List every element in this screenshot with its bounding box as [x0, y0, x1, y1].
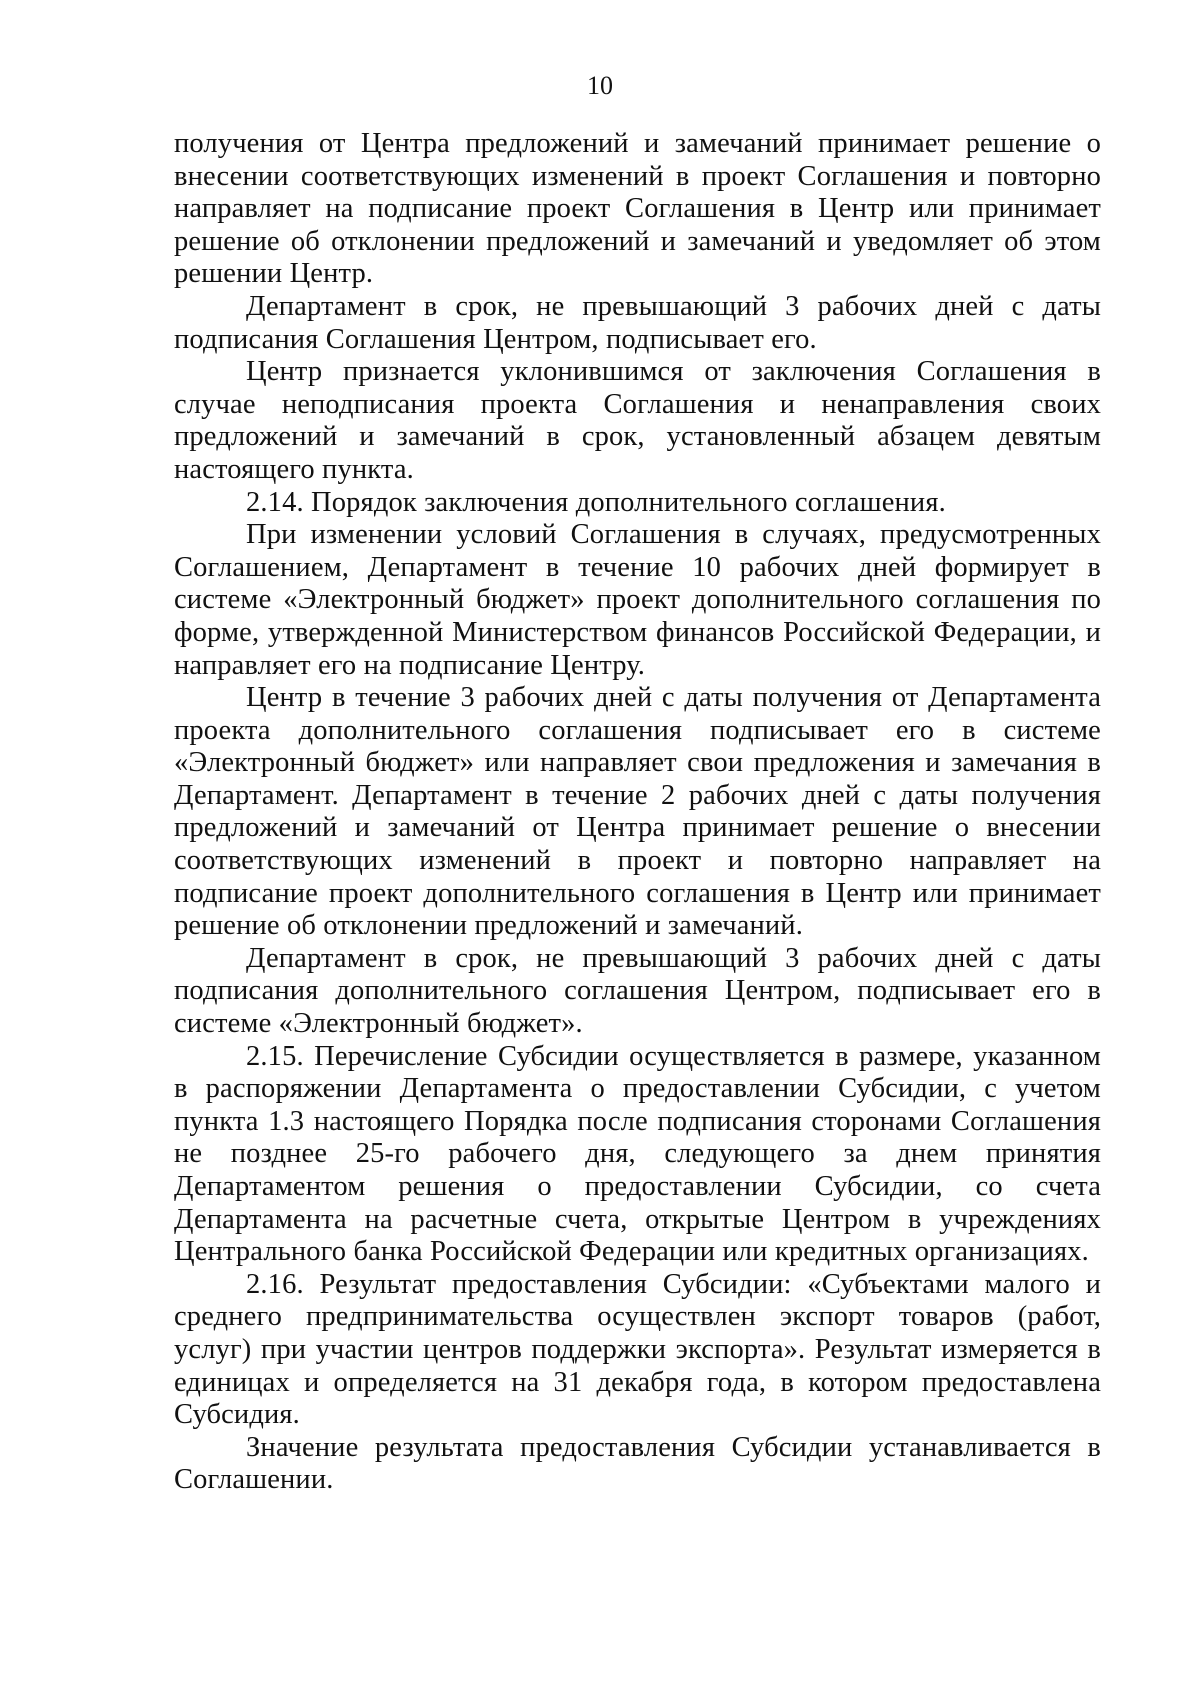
- paragraph: При изменении условий Соглашения в случаях, предусмотренных Соглашением, Департамент в течение 10 рабочих дней формирует в системе «Электронный бюджет» проект дополнительного соглашения по форме, утвержденной Министерством финансов Российской Федерации, и направляет его на подписание Центру.: [174, 519, 1101, 681]
- section-2-15: 2.15. Перечисление Субсидии осуществляется в размере, указанном в распоряжении Департамента о предоставлении Субсидии, с учетом пункта 1.3 настоящего Порядка после подписания сторонами Соглашения не позднее 25-го рабочего дня, следующего за днем принятия Департаментом решения о предоставлении Субсидии, со счета Департамента на расчетные счета, открытые Центром в учреждениях Центрального банка Российской Федерации или кредитных организациях.: [174, 1040, 1101, 1268]
- paragraph: Значение результата предоставления Субсидии устанавливается в Соглашении.: [174, 1431, 1101, 1496]
- paragraph: Департамент в срок, не превышающий 3 рабочих дней с даты подписания дополнительного соглашения Центром, подписывает его в системе «Электронный бюджет».: [174, 942, 1101, 1040]
- paragraph: Департамент в срок, не превышающий 3 рабочих дней с даты подписания Соглашения Центром, подписывает его.: [174, 290, 1101, 355]
- section-2-16: 2.16. Результат предоставления Субсидии: «Субъектами малого и среднего предпринимательства осуществлен экспорт товаров (работ, услуг) при участии центров поддержки экспорта». Результат измеряется в единицах и определяется на 31 декабря года, в котором предоставлена Субсидия.: [174, 1268, 1101, 1431]
- paragraph: Центр в течение 3 рабочих дней с даты получения от Департамента проекта дополнительного соглашения подписывает его в системе «Электронный бюджет» или направляет свои предложения и замечания в Департамент. Департамент в течение 2 рабочих дней с даты получения предложений и замечаний от Центра принимает решение о внесении соответствующих изменений в проект и повторно направляет на подписание проект дополнительного соглашения в Центр или принимает решение об отклонении предложений и замечаний.: [174, 682, 1101, 942]
- paragraph: получения от Центра предложений и замечаний принимает решение о внесении соответствующих изменений в проект Соглашения и повторно направляет на подписание проект Соглашения в Центр или принимает решение об отклонении предложений и замечаний и уведомляет об этом решении Центр.: [174, 128, 1101, 290]
- paragraph: Центр признается уклонившимся от заключения Соглашения в случае неподписания проекта Соглашения и ненаправления своих предложений и замечаний в срок, установленный абзацем девятым настоящего пункта.: [174, 356, 1101, 485]
- section-heading-2-14: 2.14. Порядок заключения дополнительного соглашения.: [246, 486, 946, 518]
- document-body: [174, 128, 1101, 1497]
- page-number: 10: [587, 71, 613, 100]
